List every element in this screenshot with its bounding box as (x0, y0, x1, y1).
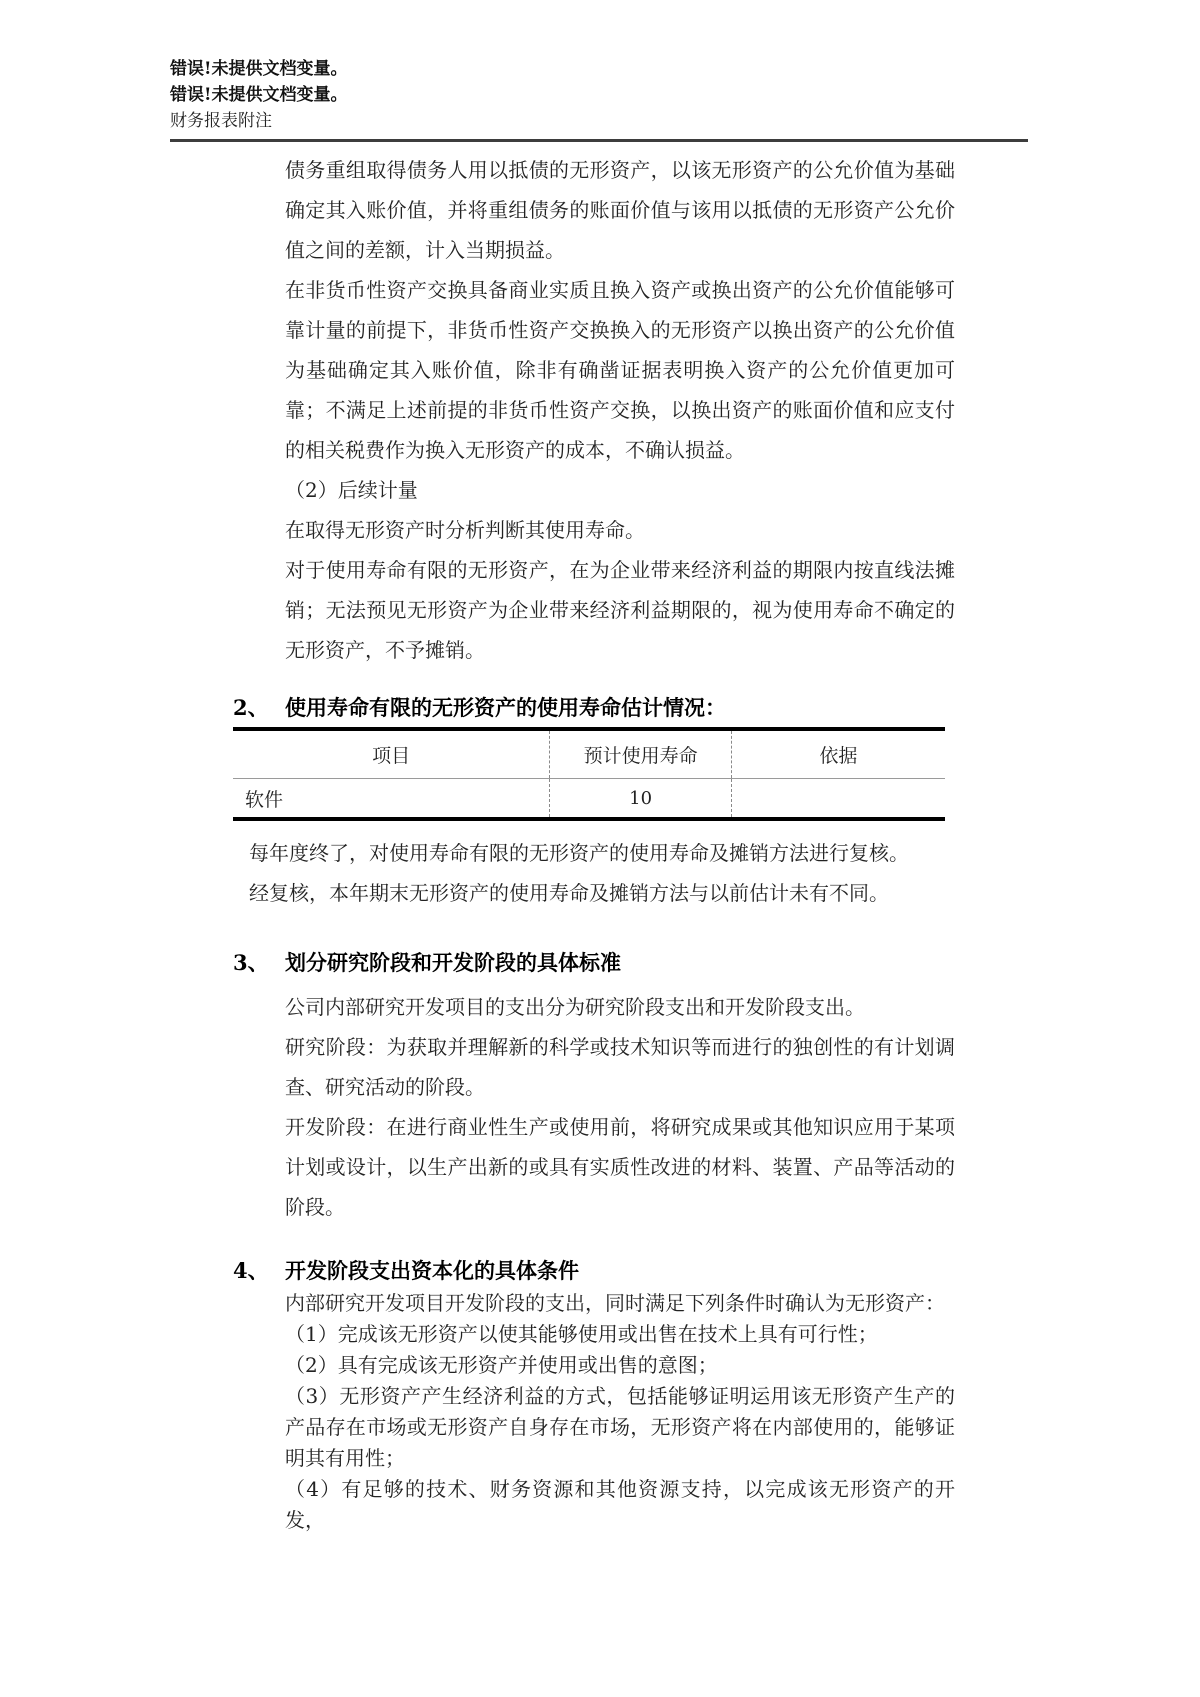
header-error-line-2: 错误!未提供文档变量。 (170, 85, 348, 105)
table-notes (233, 833, 955, 913)
body-paragraph: 对于使用寿命有限的无形资产，在为企业带来经济利益的期限内按直线法摊销；无法预见无形资产为企业带来经济利益期限的，视为使用寿命不确定的无形资产，不予摊销。 (285, 558, 955, 662)
condition-item: （4）有足够的技术、财务资源和其他资源支持，以完成该无形资产的开发， (285, 1477, 955, 1532)
section-3 (233, 949, 955, 1227)
body-paragraph: 在取得无形资产时分析判断其使用寿命。 (285, 518, 645, 542)
body-paragraph: 债务重组取得债务人用以抵债的无形资产，以该无形资产的公允价值为基础确定其入账价值，并将重组债务的账面价值与该用以抵债的无形资产公允价值之间的差额，计入当期损益。 (285, 158, 955, 262)
header-error-line-1: 错误!未提供文档变量。 (170, 59, 348, 79)
body-paragraph: 公司内部研究开发项目的支出分为研究阶段支出和开发阶段支出。 (285, 995, 865, 1019)
column-header-item: 项目 (233, 731, 550, 779)
column-header-life: 预计使用寿命 (550, 731, 732, 779)
section-2-title: 使用寿命有限的无形资产的使用寿命估计情况： (285, 695, 726, 720)
body-paragraph: 内部研究开发项目开发阶段的支出，同时满足下列条件时确认为无形资产： (285, 1291, 945, 1315)
cell-basis (731, 779, 945, 820)
header-rule (170, 139, 1028, 142)
condition-item: （3）无形资产产生经济利益的方式，包括能够证明运用该无形资产生产的产品存在市场或无形资产自身存在市场，无形资产将在内部使用的，能够证明其有用性； (285, 1384, 955, 1470)
cell-life: 10 (550, 779, 732, 820)
document-body (233, 150, 955, 1536)
note-paragraph: 每年度终了，对使用寿命有限的无形资产的使用寿命及摊销方法进行复核。 (249, 841, 909, 865)
column-header-basis: 依据 (731, 731, 945, 779)
section-2-number: 2、 (233, 695, 269, 720)
body-paragraph: 研究阶段：为获取并理解新的科学或技术知识等而进行的独创性的有计划调查、研究活动的阶段。 (285, 1035, 955, 1099)
table-row (233, 779, 945, 820)
section-4-number: 4、 (233, 1258, 269, 1283)
note-paragraph: 经复核，本年期末无形资产的使用寿命及摊销方法与以前估计未有不同。 (249, 881, 889, 905)
section-3-heading (233, 949, 955, 977)
section-4-title: 开发阶段支出资本化的具体条件 (285, 1258, 579, 1283)
body-paragraph: 在非货币性资产交换具备商业实质且换入资产或换出资产的公允价值能够可靠计量的前提下，非货币性资产交换换入的无形资产以换出资产的公允价值为基础确定其入账价值，除非有确凿证据表明换入资产的公允价值更加可靠；不满足上述前提的非货币性资产交换，以换出资产的账面价值和应支付的相关税费作为换入无形资产的成本，不确认损益。 (285, 278, 955, 462)
document-header (170, 56, 1028, 142)
subheading-subsequent-measurement: （2）后续计量 (285, 478, 418, 502)
condition-item: （1）完成该无形资产以使其能够使用或出售在技术上具有可行性； (285, 1322, 878, 1346)
section-4 (233, 1257, 955, 1536)
section-2-heading (233, 694, 945, 731)
condition-item: （2）具有完成该无形资产并使用或出售的意图； (285, 1353, 718, 1377)
body-paragraph: 开发阶段：在进行商业性生产或使用前，将研究成果或其他知识应用于某项计划或设计，以生产出新的或具有实质性改进的材料、装置、产品等活动的阶段。 (285, 1115, 955, 1219)
section-4-heading (233, 1257, 955, 1285)
header-section-title: 财务报表附注 (170, 111, 272, 131)
useful-life-table (233, 731, 945, 821)
cell-item: 软件 (245, 788, 284, 811)
section-2 (233, 694, 945, 821)
section-3-number: 3、 (233, 950, 269, 975)
section-3-title: 划分研究阶段和开发阶段的具体标准 (285, 950, 621, 975)
table-header-row (233, 731, 945, 779)
